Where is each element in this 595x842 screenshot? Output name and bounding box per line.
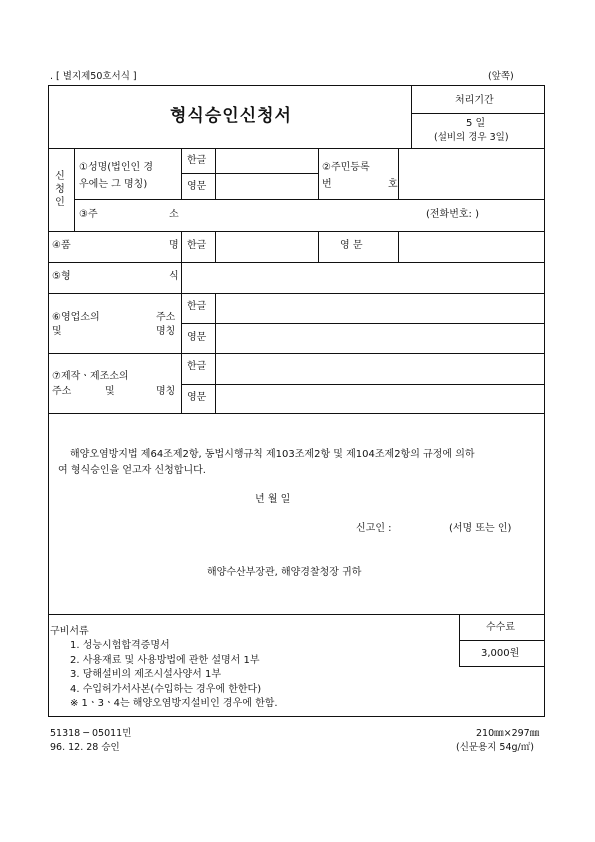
name-korean-label: 한글 xyxy=(187,155,207,166)
address-label-a: ③주 xyxy=(79,209,98,220)
factory-korean-label: 한글 xyxy=(187,361,207,372)
sales-office-label-line1b: 주소 xyxy=(156,312,176,323)
name-english-label: 영문 xyxy=(187,181,207,192)
sales-office-label-line1a: ⑥영업소의 xyxy=(52,312,100,323)
document-item-3: 3. 당해설비의 제조시설사양서 1부 xyxy=(70,669,222,680)
factory-english-label: 영문 xyxy=(187,392,207,403)
footer-paper-size: 210㎜×297㎜ xyxy=(476,728,540,739)
sales-office-label-line2a: 및 xyxy=(52,326,62,337)
applicant-side-label: 신 청 인 xyxy=(55,171,65,208)
name-label-line2: 우에는 그 명칭) xyxy=(79,179,148,190)
model-label-a: ⑤형 xyxy=(52,271,71,282)
sales-office-label-line2b: 명칭 xyxy=(156,326,176,337)
phone-label: (전화번호: ) xyxy=(426,209,479,220)
sales-office-korean-label: 한글 xyxy=(187,301,207,312)
fee-value: 3,000원 xyxy=(481,648,520,659)
documents-label: 구비서류 xyxy=(50,626,89,637)
page-side-label: (앞쪽) xyxy=(488,71,514,82)
processing-period-value: 5 일 xyxy=(466,118,486,129)
document-item-2: 2. 사용재료 및 사용방법에 관한 설명서 1부 xyxy=(70,655,260,666)
footer-paper-type: (신문용지 54g/㎡) xyxy=(456,742,534,753)
addressee: 해양수산부장관, 해양경찰청장 귀하 xyxy=(207,567,362,578)
statement-date: 년 월 일 xyxy=(255,494,291,505)
document-item-4: 4. 수입허가서사본(수입하는 경우에 한한다) xyxy=(70,684,262,695)
form-title: 형식승인신청서 xyxy=(170,106,292,126)
form-number: . [ 별지제50호서식 ] xyxy=(50,71,137,82)
resident-id-label-line2b: 호 xyxy=(388,179,398,190)
address-label-b: 소 xyxy=(169,209,179,220)
signature-note: (서명 또는 인) xyxy=(449,523,512,534)
product-label-b: 명 xyxy=(169,240,179,251)
product-korean-label: 한글 xyxy=(187,240,207,251)
product-english-label: 영 문 xyxy=(340,240,363,251)
factory-label-line2b: 및 xyxy=(105,386,115,397)
fee-label: 수수료 xyxy=(486,622,515,633)
footer-approval: 96. 12. 28 승인 xyxy=(50,742,120,753)
factory-label-line2c: 명칭 xyxy=(156,386,176,397)
statement-line1: 해양오염방지법 제64조제2항, 동법시행규칙 제103조제2항 및 제104조제2항의 규정에 의하 xyxy=(70,449,475,460)
processing-period-label: 처리기간 xyxy=(455,95,494,106)
name-label-line1: ①성명(법인인 경 xyxy=(79,162,154,173)
document-note: ※ 1ㆍ3ㆍ4는 해양오염방지설비인 경우에 한함. xyxy=(70,698,278,709)
applicant-signature-label: 신고인 : xyxy=(356,523,392,534)
footer-code: 51318 ─ 05011민 xyxy=(50,728,132,739)
sales-office-english-label: 영문 xyxy=(187,332,207,343)
document-item-1: 1. 성능시험합격증명서 xyxy=(70,640,170,651)
resident-id-label-line2a: 번 xyxy=(322,179,332,190)
statement-line2: 여 형식승인을 얻고자 신청합니다. xyxy=(58,465,206,476)
processing-period-note: (설비의 경우 3일) xyxy=(434,132,509,143)
model-label-b: 식 xyxy=(169,271,179,282)
product-label-a: ④품 xyxy=(52,240,71,251)
factory-label-line1: ⑦제작ㆍ제조소의 xyxy=(52,371,129,382)
resident-id-label-line1: ②주민등록 xyxy=(322,162,370,173)
factory-label-line2a: 주소 xyxy=(52,386,72,397)
